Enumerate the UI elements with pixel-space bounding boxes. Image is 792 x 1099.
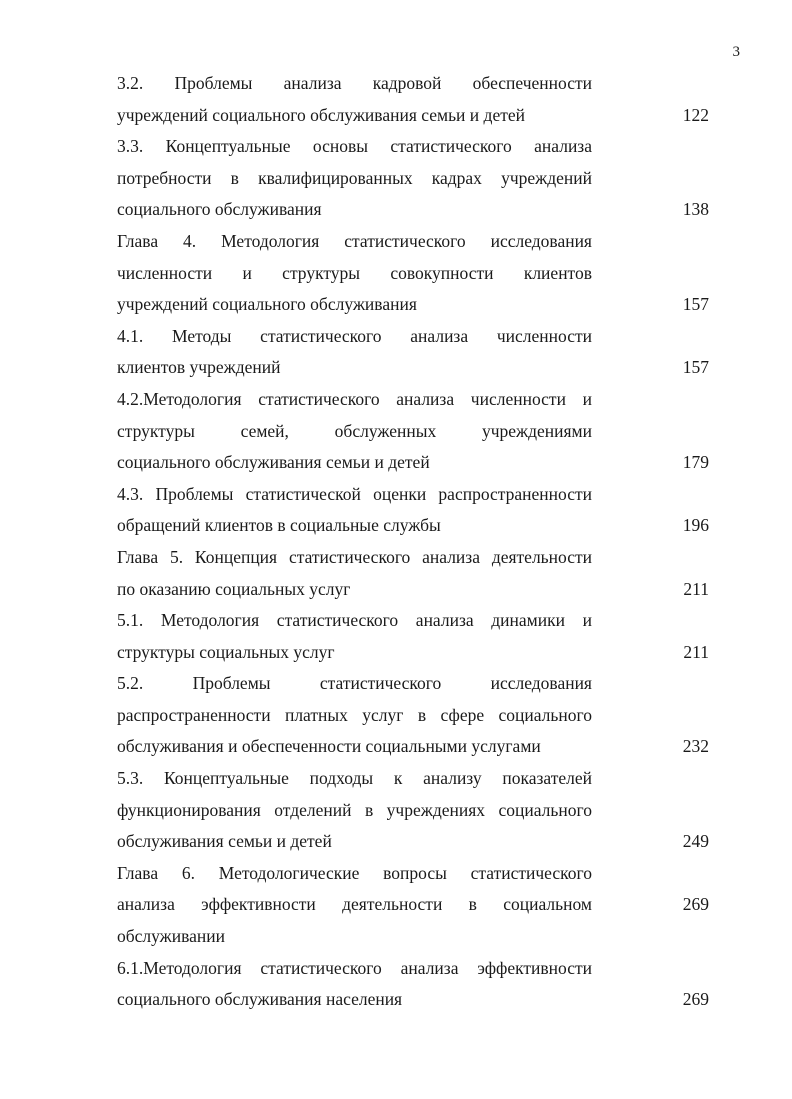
toc-entry-line: учреждений социального обслуживания семьи и детей [117, 104, 525, 125]
toc-entry-line: социального обслуживания [117, 199, 322, 220]
toc-entry-line: 5.3. Концептуальные подходы к анализу показателей [117, 768, 592, 789]
toc-entry-line: 3.2. Проблемы анализа кадровой обеспеченности [117, 73, 592, 93]
toc-entry-line: 5.2. Проблемы статистического исследования [117, 673, 592, 694]
toc-entry-line: обслуживания семьи и детей [117, 831, 332, 852]
toc-entry-line: Глава 4. Методология статистического исследования [117, 230, 592, 251]
toc-entry-line: Глава 6. Методологические вопросы статистического [117, 862, 592, 883]
toc-page-ref: 249 [682, 831, 709, 852]
toc-entry-line: учреждений социального обслуживания [117, 294, 417, 315]
toc-entry [117, 479, 709, 542]
toc-page-ref: 196 [682, 515, 709, 536]
toc-entry [117, 131, 709, 226]
toc-entry-line: потребности в квалифицированных кадрах учреждений [117, 167, 592, 188]
toc-entry-line: функционирования отделений в учреждениях социального [117, 799, 592, 820]
toc-entry [117, 858, 709, 953]
toc-entry-line: обслуживания и обеспеченности социальными услугами [117, 736, 541, 757]
toc-page-ref: 232 [682, 736, 709, 757]
toc-page-ref: 122 [682, 104, 709, 125]
toc-entry [117, 384, 709, 479]
toc-entry-line: обращений клиентов в социальные службы [117, 515, 441, 536]
toc-entry [117, 226, 709, 321]
toc-page-ref: 138 [682, 199, 709, 220]
page-number: 3 [732, 44, 740, 60]
toc-entry [117, 668, 709, 763]
toc-page-ref: 269 [682, 989, 709, 1010]
toc-page-ref: 269 [682, 894, 709, 915]
toc-page-ref: 179 [682, 452, 709, 473]
toc-entry-line: обслуживании [117, 926, 226, 947]
toc-page-ref: 157 [682, 357, 709, 378]
toc-page-ref: 211 [683, 641, 709, 662]
toc-entry-line: 4.2.Методология статистического анализа численности и [117, 388, 592, 409]
toc-entry-line: численности и структуры совокупности клиентов [117, 262, 592, 283]
toc-entry [117, 953, 709, 1016]
toc-entry-line: анализа эффективности деятельности в социальном [117, 894, 592, 915]
toc-entry-line: 4.3. Проблемы статистической оценки распространенности [117, 483, 592, 504]
toc-entry-line: социального обслуживания семьи и детей [117, 452, 430, 473]
toc-entry-line: Глава 5. Концепция статистического анализа деятельности [117, 546, 592, 567]
toc-entry [117, 68, 709, 131]
table-of-contents [117, 68, 709, 1016]
toc-entry-line: 4.1. Методы статистического анализа численности [117, 325, 592, 346]
toc-page-ref: 157 [682, 294, 709, 315]
toc-entry-line: структуры семей, обслуженных учреждениями [117, 420, 592, 441]
toc-entry [117, 321, 709, 384]
toc-entry-line: структуры социальных услуг [117, 641, 335, 662]
toc-entry-line: 6.1.Методология статистического анализа эффективности [117, 957, 592, 978]
toc-entry-line: клиентов учреждений [117, 357, 281, 378]
toc-entry [117, 605, 709, 668]
toc-entry-line: социального обслуживания населения [117, 989, 403, 1010]
toc-entry [117, 763, 709, 858]
toc-entry-line: 3.3. Концептуальные основы статистического анализа [117, 136, 592, 157]
toc-entry [117, 542, 709, 605]
toc-entry-line: 5.1. Методология статистического анализа динамики и [117, 610, 592, 631]
toc-page-ref: 211 [683, 578, 709, 599]
toc-entry-line: распространенности платных услуг в сфере социального [117, 704, 592, 725]
toc-entry-line: по оказанию социальных услуг [117, 578, 351, 599]
